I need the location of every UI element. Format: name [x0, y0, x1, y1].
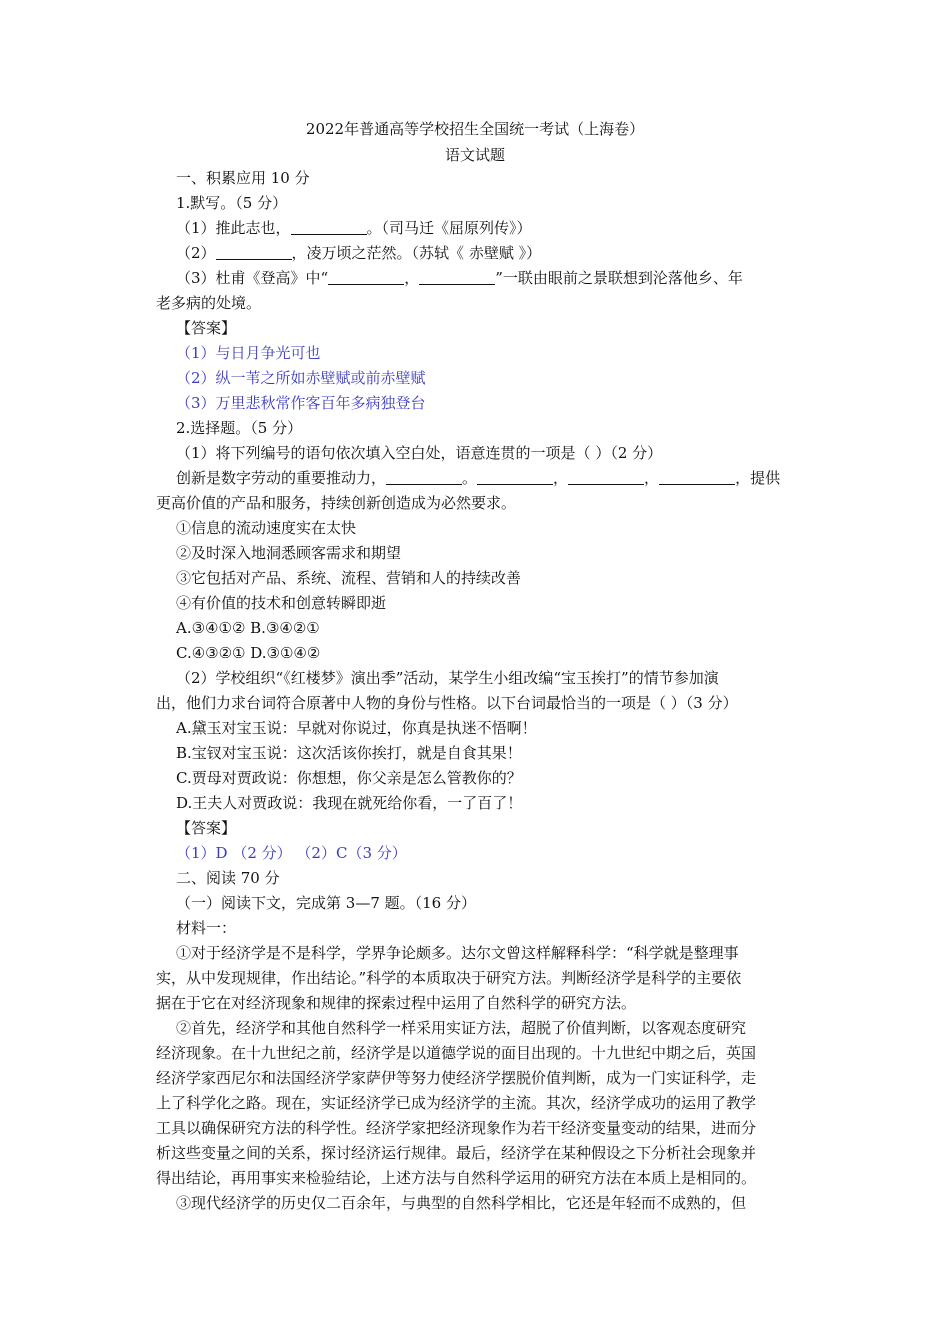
q2-sub1-options-cd: C.④③②① D.③①④② [176, 644, 321, 662]
fill-blank[interactable] [477, 470, 553, 485]
q1-item3-continued: 老多病的处境。 [156, 294, 262, 312]
para2-line: 经济现象。在十九世纪之前，经济学是以道德学说的面目出现的。十九世纪中期之后，英国 [156, 1044, 757, 1062]
q1-answer-3: （3）万里悲秋常作客百年多病独登台 [176, 394, 426, 412]
q1-answer-1: （1）与日月争光可也 [176, 344, 321, 362]
q1-item1-source: 。（司马迁《屈原列传》） [366, 219, 532, 237]
para2-line: 上了科学化之路。现在，实证经济学已成为经济学的主流。其次，经济学成功的运用了教学 [156, 1094, 757, 1112]
q1-item3-text: （3）杜甫《登高》中“ [176, 269, 329, 287]
fill-blank[interactable] [419, 270, 495, 285]
exam-title: 2022年普通高等学校招生全国统一考试（上海卷） [305, 120, 645, 138]
sentence-2: ②及时深入地洞悉顾客需求和期望 [176, 544, 402, 562]
q2-answer: （1）D （2 分） （2）C（3 分） [176, 844, 407, 862]
q2-sub2-option-d: D.王夫人对贾政说：我现在就死给你看，一了百了！ [176, 794, 523, 812]
q1-answer-2: （2）纵一苇之所如赤壁赋或前赤壁赋 [176, 369, 426, 387]
q2-sub1-options-ab: A.③④①② B.③④②① [176, 619, 320, 637]
q2-sub1-text-start: 创新是数字劳动的重要推动力， [176, 469, 387, 487]
para3-line: ③现代经济学的历史仅二百余年，与典型的自然科学相比，它还是年轻而不成熟的，但 [176, 1194, 747, 1212]
sentence-4: ④有价值的技术和创意转瞬即逝 [176, 594, 387, 612]
para2-line: 工具以确保研究方法的科学性。经济学家把经济现象作为若干经济变量变动的结果，进而分 [156, 1119, 757, 1137]
fill-blank[interactable] [291, 220, 367, 235]
para2-line: 析这些变量之间的关系，探讨经济运行规律。最后，经济学在某种假设之下分析社会现象并 [156, 1144, 757, 1162]
q1-item2-text: ，凌万顷之茫然。（苏轼《 赤壁赋 》） [291, 244, 542, 262]
fill-blank[interactable] [216, 245, 292, 260]
fill-blank[interactable] [328, 270, 404, 285]
para1-line: 实，从中发现规律，作出结论。”科学的本质取决于研究方法。判断经济学是科学的主要依 [156, 969, 742, 987]
fill-blank[interactable] [659, 470, 735, 485]
q1-item3-text-end: ”一联由眼前之景联想到沦落他乡、年 [495, 269, 743, 287]
para1-line: 据在于它在对经济现象和规律的探索过程中运用了自然科学的研究方法。 [156, 994, 637, 1012]
q2-sub2-option-a: A.黛玉对宝玉说：早就对你说过，你真是执迷不悟啊！ [176, 719, 537, 737]
section1-heading: 一、积累应用 10 分 [176, 169, 310, 187]
q1-item3 [176, 268, 743, 288]
q2-sub2-option-b: B.宝钗对宝玉说：这次活该你挨打，就是自食其果！ [176, 744, 522, 762]
q1-stem: 1.默写。（5 分） [176, 194, 288, 212]
q2-answer-label: 【答案】 [176, 819, 237, 837]
q1-answer-label: 【答案】 [176, 319, 237, 337]
material-label: 材料一： [176, 919, 237, 937]
q2-sub1-stem: （1）将下列编号的语句依次填入空白处，语意连贯的一项是（ ）（2 分） [176, 444, 663, 462]
q2-sub1-text-continued: 更高价值的产品和服务，持续创新创造成为必然要求。 [156, 494, 517, 512]
q2-sub1-sep: ， [553, 469, 569, 487]
q2-sub2-stem: （2）学校组织“《红楼梦》演出季”活动，某学生小组改编“宝玉挨打”的情节参加演 [176, 669, 719, 687]
reading-part1-instruction: （一）阅读下文，完成第 3—7 题。（16 分） [176, 894, 476, 912]
fill-blank[interactable] [568, 470, 644, 485]
para1-line: ①对于经济学是不是科学，学界争论颇多。达尔文曾这样解释科学：“科学就是整理事 [176, 944, 739, 962]
para2-line: 得出结论，再用事实来检验结论，上述方法与自然科学运用的研究方法在本质上是相同的。 [156, 1169, 757, 1187]
q1-item2-number: （2） [176, 244, 216, 262]
para2-line: ②首先，经济学和其他自然科学一样采用实证方法，超脱了价值判断，以客观态度研究 [176, 1019, 747, 1037]
q1-item2 [176, 243, 541, 263]
fill-blank[interactable] [386, 470, 462, 485]
q1-item3-comma: ， [404, 269, 420, 287]
q1-item1-text: （1）推此志也， [176, 219, 291, 237]
q2-sub2-option-c: C.贾母对贾政说：你想想，你父亲是怎么管教你的？ [176, 769, 522, 787]
q2-sub1-text [176, 468, 780, 488]
q2-sub2-stem-continued: 出，他们力求台词符合原著中人物的身份与性格。以下台词最恰当的一项是（ ）（3 分） [156, 694, 738, 712]
sentence-1: ①信息的流动速度实在太快 [176, 519, 357, 537]
q2-sub1-sep: 。 [462, 469, 478, 487]
q2-sub1-text-end: ，提供 [735, 469, 781, 487]
exam-subtitle: 语文试题 [444, 146, 505, 164]
para2-line: 经济学家西尼尔和法国经济学家萨伊等努力使经济学摆脱价值判断，成为一门实证科学，走 [156, 1069, 757, 1087]
q1-item1 [176, 218, 532, 238]
section2-heading: 二、阅读 70 分 [176, 869, 280, 887]
q2-stem: 2.选择题。（5 分） [176, 419, 303, 437]
q2-sub1-sep: ， [644, 469, 660, 487]
sentence-3: ③它包括对产品、系统、流程、营销和人的持续改善 [176, 569, 522, 587]
